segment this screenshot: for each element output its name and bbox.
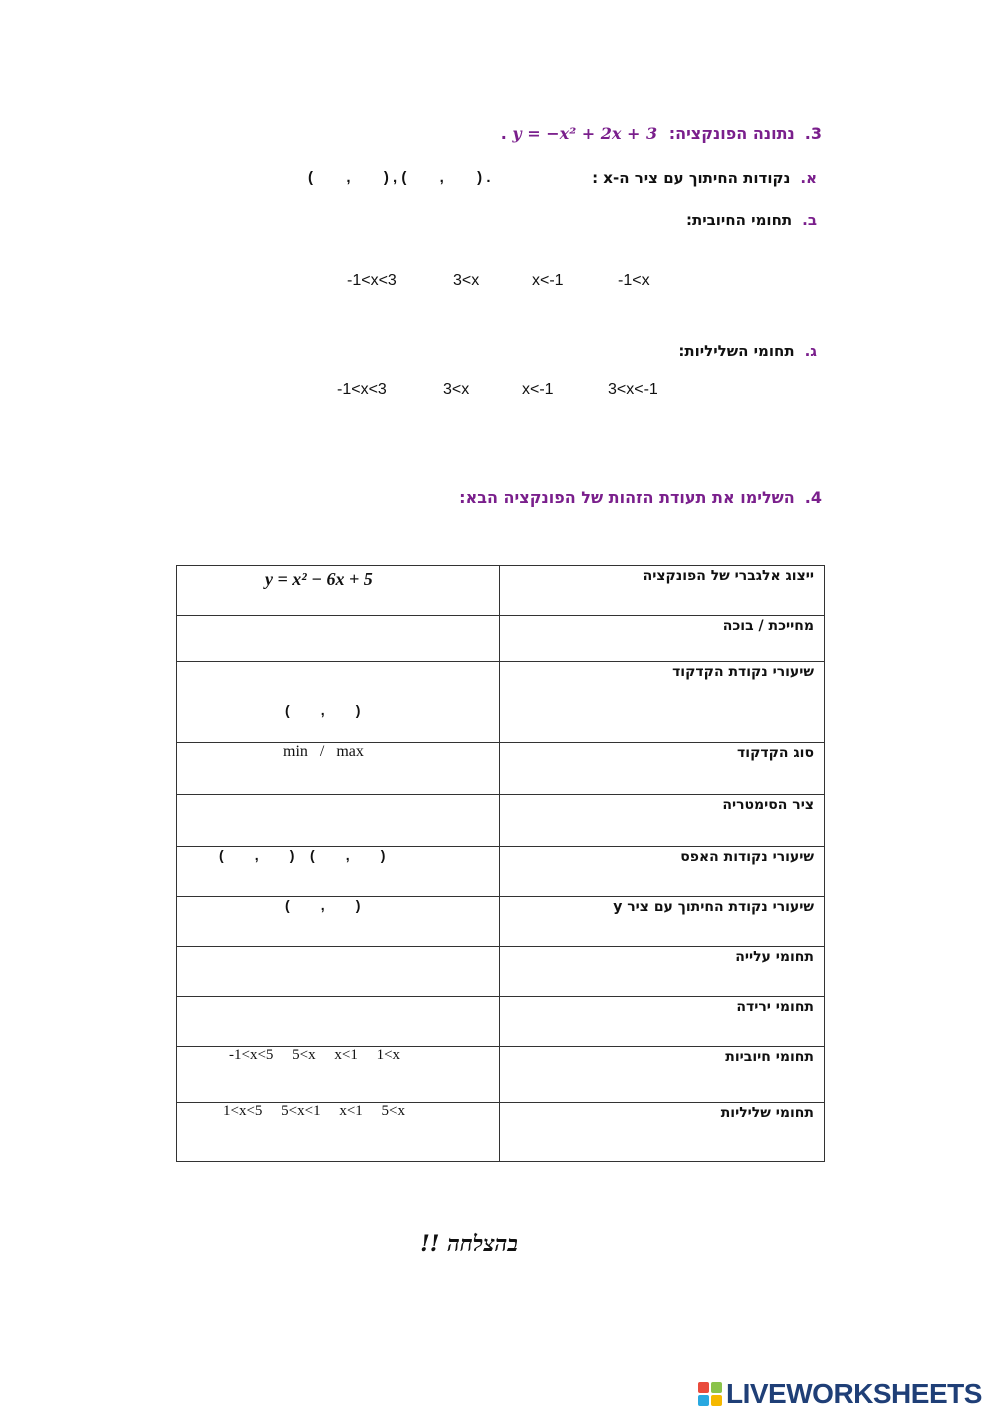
table-row — [177, 847, 825, 897]
answer-cell[interactable] — [177, 1103, 500, 1162]
row-label: שיעורי נקודת הקדקוד — [672, 664, 814, 680]
label-cell — [500, 1047, 825, 1103]
row-label: ייצוג אלגברי של הפונקציה — [642, 568, 814, 584]
label-cell — [500, 566, 825, 616]
label-cell — [500, 947, 825, 997]
label-cell — [500, 847, 825, 897]
good-luck-text: בהצלחה !! — [420, 1231, 518, 1257]
table-row — [177, 997, 825, 1047]
label-cell — [500, 1103, 825, 1162]
q4-number: 4. — [804, 488, 822, 507]
row-label: ציר הסימטריה — [722, 797, 814, 813]
row-label: שיעורי נקודת החיתוך עם ציר y — [613, 899, 814, 915]
table-row — [177, 743, 825, 795]
answer-cell[interactable] — [177, 847, 500, 897]
answer-cell[interactable] — [177, 662, 500, 743]
answer-cell[interactable] — [177, 997, 500, 1047]
label-cell — [500, 662, 825, 743]
positive-options[interactable]: -1<x<5 5<x x<1 1<x — [229, 1047, 401, 1063]
q3c-letter: ג. — [804, 342, 817, 360]
label-cell — [500, 795, 825, 847]
q3c-option[interactable]: 3<x<-1 — [608, 381, 658, 398]
table-row — [177, 795, 825, 847]
table-row — [177, 662, 825, 743]
y-intercept-blank[interactable]: ( , ) — [285, 897, 361, 913]
q3-equation: y = −x² + 2x + 3 — [512, 124, 658, 143]
label-cell — [500, 997, 825, 1047]
q3c-row — [678, 342, 817, 360]
table-row — [177, 1047, 825, 1103]
negative-options[interactable]: 1<x<5 5<x<1 x<1 5<x — [223, 1103, 406, 1119]
label-cell — [500, 743, 825, 795]
q3c-text: תחומי השליליות: — [678, 342, 795, 360]
logo-square — [698, 1382, 709, 1393]
table-row — [177, 1103, 825, 1162]
table-row — [177, 897, 825, 947]
table-row — [177, 616, 825, 662]
q3a-row — [592, 169, 817, 187]
q3b-option[interactable]: -1<x — [618, 272, 650, 289]
q3-heading — [501, 124, 822, 143]
logo-mark-icon — [698, 1382, 722, 1406]
answer-cell[interactable] — [177, 795, 500, 847]
q3b-option[interactable]: x<-1 — [532, 272, 564, 289]
answer-cell[interactable] — [177, 1047, 500, 1103]
row-label: תחומי שליליות — [720, 1105, 814, 1121]
table-row — [177, 947, 825, 997]
min-max-choice[interactable]: min / max — [283, 743, 364, 760]
logo-text: LIVEWORKSHEETS — [726, 1378, 982, 1409]
row-label: סוג הקדקוד — [737, 745, 814, 761]
q3a-letter: א. — [800, 169, 817, 187]
row-label: שיעורי נקודות האפס — [680, 849, 814, 865]
vertex-blank[interactable]: ( , ) — [285, 702, 361, 718]
q3b-option[interactable]: 3<x — [453, 272, 480, 289]
q4-heading — [459, 488, 822, 507]
answer-cell[interactable] — [177, 897, 500, 947]
answer-cell[interactable] — [177, 743, 500, 795]
table-row — [177, 566, 825, 616]
q3c-option[interactable]: x<-1 — [522, 381, 554, 398]
q3b-row — [686, 211, 817, 229]
zeros-blank[interactable]: ( , ) ( , ) — [219, 847, 386, 863]
function-id-table — [176, 565, 825, 1162]
q3c-option[interactable]: -1<x<3 — [337, 381, 387, 398]
answer-cell[interactable] — [177, 566, 500, 616]
answer-cell[interactable] — [177, 616, 500, 662]
q3b-text: תחומי החיובית: — [685, 211, 793, 229]
row-label: תחומי חיוביות — [725, 1049, 814, 1065]
q3-end: . — [500, 124, 507, 143]
q4-equation: y = x² − 6x + 5 — [265, 569, 373, 589]
q3b-option[interactable]: -1<x<3 — [347, 272, 397, 289]
q3b-letter: ב. — [802, 211, 817, 229]
logo-square — [711, 1382, 722, 1393]
q3a-blanks[interactable]: ( , ) , ( , ) . — [308, 169, 491, 186]
q3a-text: נקודות החיתוך עם ציר ה-x : — [592, 169, 791, 187]
row-label: תחומי עלייה — [735, 949, 814, 965]
label-cell — [500, 616, 825, 662]
row-label: תחומי ירידה — [736, 999, 814, 1015]
answer-cell[interactable] — [177, 947, 500, 997]
q3c-option[interactable]: 3<x — [443, 381, 470, 398]
q3-number: 3. — [804, 124, 822, 143]
liveworksheets-logo — [698, 1377, 982, 1411]
row-label: מחייכת / בוכה — [722, 618, 814, 634]
label-cell — [500, 897, 825, 947]
logo-square — [698, 1395, 709, 1406]
q4-text: השלימו את תעודת הזהות של הפונקציה הבא: — [459, 488, 795, 507]
logo-square — [711, 1395, 722, 1406]
q3-label: נתונה הפונקציה: — [668, 124, 795, 143]
